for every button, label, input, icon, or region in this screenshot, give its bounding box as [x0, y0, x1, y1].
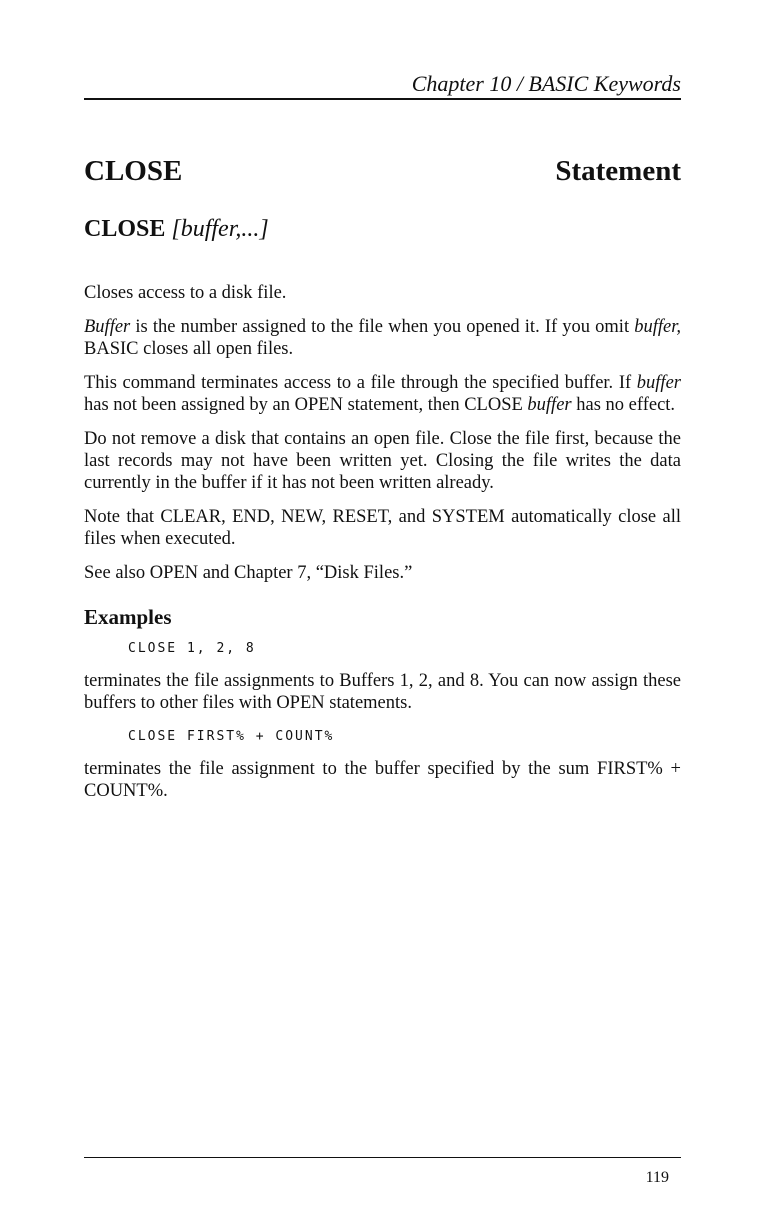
- syntax-line: [84, 213, 269, 245]
- example-1-description: terminates the file assignments to Buffers 1, 2, and 8. You can now assign these buffers to other files with OPEN statements.: [84, 671, 681, 713]
- manual-page: [84, 0, 681, 1212]
- paragraph-buffer: [84, 316, 681, 360]
- running-head: Chapter 10 / BASIC Keywords: [411, 71, 681, 96]
- keyword-kind: Statement: [555, 155, 681, 187]
- entry-body: [84, 282, 681, 814]
- header-rule: [84, 98, 681, 100]
- term-buffer: buffer: [636, 373, 681, 393]
- term-buffer: buffer,: [634, 317, 681, 337]
- paragraph-text: BASIC closes all open files.: [84, 339, 294, 359]
- paragraph-summary: Closes access to a disk file.: [84, 283, 287, 303]
- keyword-title: CLOSE: [84, 155, 183, 187]
- paragraph-text: This command terminates access to a file through the specified buffer. If: [84, 373, 637, 393]
- paragraph-see-also: See also OPEN and Chapter 7, “Disk Files.”: [84, 563, 413, 583]
- code-example-2: CLOSE FIRST% + COUNT%: [128, 729, 335, 744]
- paragraph-text: is the number assigned to the file when you opened it. If you omit: [130, 317, 635, 337]
- term-buffer: Buffer: [84, 317, 131, 337]
- syntax-arguments: [buffer,...]: [171, 216, 269, 242]
- paragraph-text: has not been assigned by an OPEN statement, then CLOSE: [84, 395, 528, 415]
- page-number: 119: [645, 1169, 669, 1186]
- term-buffer: buffer: [527, 395, 572, 415]
- paragraph-terminate: [84, 372, 681, 416]
- paragraph-warning: Do not remove a disk that contains an open file. Close the file first, because the last records may not have been written yet. Closing the file writes the data currently in the buffer if it has not been written already.: [84, 429, 681, 493]
- syntax-keyword: CLOSE: [84, 216, 166, 242]
- code-example-1: CLOSE 1, 2, 8: [128, 641, 256, 656]
- example-2-description: terminates the file assignment to the buffer specified by the sum FIRST% + COUNT%.: [84, 759, 681, 801]
- footer-rule: [84, 1157, 681, 1158]
- examples-heading: Examples: [84, 605, 172, 629]
- paragraph-text: has no effect.: [571, 395, 676, 415]
- entry-title: [84, 152, 681, 190]
- paragraph-auto-close: Note that CLEAR, END, NEW, RESET, and SYSTEM automatically close all files when executed.: [84, 507, 681, 549]
